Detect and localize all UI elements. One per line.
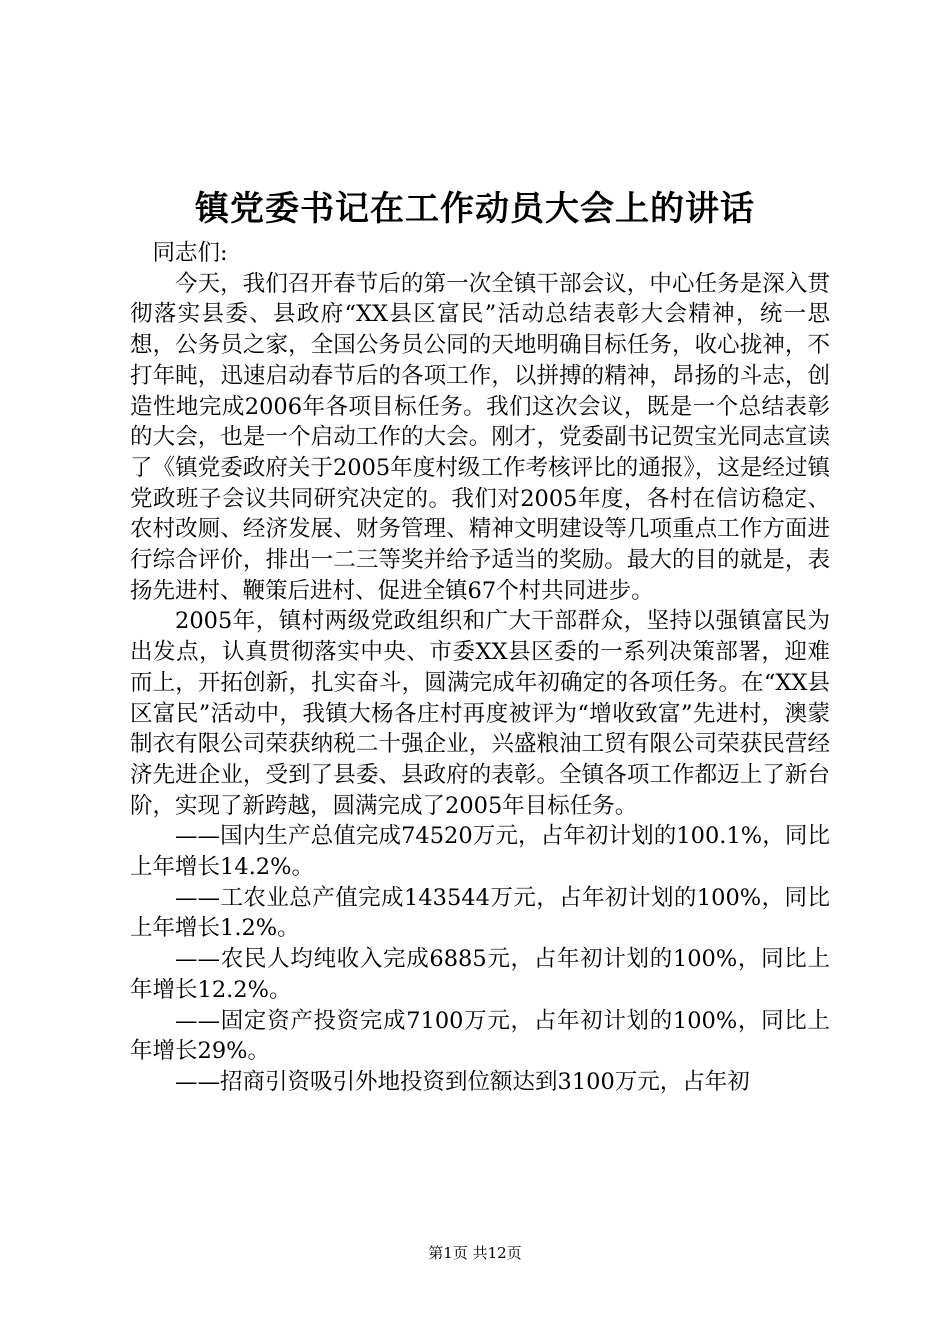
document-title: 镇党委书记在工作动员大会上的讲话 [195, 189, 755, 229]
bullet-paragraph: ——招商引资吸引外地投资到位额达到3100万元，占年初 [175, 1068, 750, 1095]
document-body [130, 238, 830, 1098]
paragraph: 今天，我们召开春节后的第一次全镇干部会议，中心任务是深入贯彻落实县委、县政府“XX县区富民”活动总结表彰大会精神，统一思想，公务员之家，全国公务员公同的天地明确目标任务，收心拢神，不打年盹，迅速启动春节后的各项工作，以拼搏的精神，昂扬的斗志，创造性地完成2006年各项目标任务。我们这次会议，既是一个总结表彰的大会，也是一个启动工作的大会。刚才，党委副书记贺宝光同志宣读了《镇党委政府关于2005年度村级工作考核评比的通报》，这是经过镇党政班子会议共同研究决定的。我们对2005年度，各村在信访稳定、农村改厕、经济发展、财务管理、精神文明建设等几项重点工作方面进行综合评价，排出一二三等奖并给予适当的奖励。最大的目的就是，表扬先进村、鞭策后进村、促进全镇67个村共同进步。 [130, 270, 830, 604]
page-footer: 第1页 共12页 [428, 1244, 522, 1262]
paragraph: 2005年，镇村两级党政组织和广大干部群众，坚持以强镇富民为出发点，认真贯彻落实中央、市委XX县区委的一系列决策部署，迎难而上，开拓创新，扎实奋斗，圆满完成年初确定的各项任务。在“XX县区富民”活动中，我镇大杨各庄村再度被评为“增收致富”先进村，澳蒙制衣有限公司荣获纳税二十强企业，兴盛粮油工贸有限公司荣获民营经济先进企业，受到了县委、县政府的表彰。全镇各项工作都迈上了新台阶，实现了新跨越，圆满完成了2005年目标任务。 [130, 608, 830, 819]
salutation: 同志们: [152, 240, 228, 266]
bullet-paragraph: ——固定资产投资完成7100万元，占年初计划的100%，同比上年增长29%。 [130, 1007, 830, 1065]
bullet-paragraph: ——工农业总产值完成143544万元，占年初计划的100%，同比上年增长1.2%。 [130, 884, 830, 942]
bullet-paragraph: ——农民人均纯收入完成6885元，占年初计划的100%，同比上年增长12.2%。 [130, 946, 830, 1003]
bullet-paragraph: ——国内生产总值完成74520万元，占年初计划的100.1%，同比上年增长14.2%。 [130, 823, 830, 881]
